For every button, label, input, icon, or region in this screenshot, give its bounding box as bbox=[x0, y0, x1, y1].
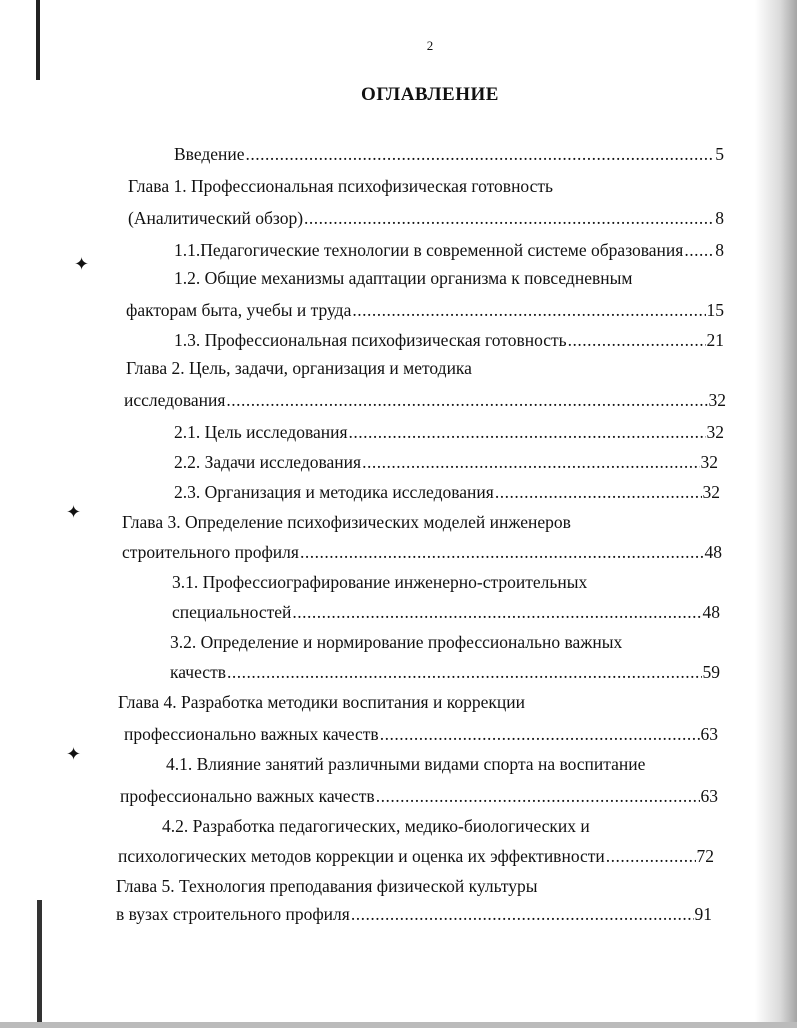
toc-entry-chapter-3[interactable] bbox=[122, 542, 722, 563]
toc-page-number: 32 bbox=[708, 390, 726, 410]
toc-leader-dots bbox=[684, 240, 714, 261]
toc-entry-3-2[interactable] bbox=[170, 662, 720, 683]
toc-leader-dots bbox=[227, 662, 702, 683]
toc-entry-text: в вузах строительного профиля bbox=[116, 904, 350, 924]
toc-entry-intro[interactable] bbox=[174, 144, 724, 165]
toc-section-4-2-title[interactable]: 4.2. Разработка педагогических, медико-биологических и bbox=[162, 816, 590, 836]
toc-leader-dots bbox=[568, 330, 706, 351]
toc-leader-dots bbox=[351, 904, 694, 925]
toc-entry-text: 1.1.Педагогические технологии в современной системе образования bbox=[174, 240, 684, 260]
toc-page-number: 48 bbox=[702, 602, 720, 622]
toc-page-number: 21 bbox=[706, 330, 724, 350]
toc-section-4-1-title[interactable]: 4.1. Влияние занятий различными видами спорта на воспитание bbox=[166, 754, 646, 774]
toc-entry-text: 1.3. Профессиональная психофизическая готовность bbox=[174, 330, 567, 350]
toc-entry-text: Введение bbox=[174, 144, 245, 164]
toc-entry-2-2[interactable] bbox=[174, 452, 718, 473]
toc-entry-chapter-1[interactable] bbox=[128, 208, 724, 229]
toc-entry-2-3[interactable] bbox=[174, 482, 720, 503]
toc-entry-text: профессионально важных качеств bbox=[120, 786, 375, 806]
page-title: ОГЛАВЛЕНИЕ bbox=[361, 84, 499, 105]
toc-entry-1-3[interactable] bbox=[174, 330, 724, 351]
toc-leader-dots bbox=[304, 208, 714, 229]
toc-entry-text: исследования bbox=[124, 390, 226, 410]
toc-entry-text: факторам быта, учебы и труда bbox=[126, 300, 352, 320]
toc-entry-1-2[interactable] bbox=[126, 300, 724, 321]
toc-page-number: 8 bbox=[715, 240, 724, 260]
toc-section-1-2-title[interactable]: 1.2. Общие механизмы адаптации организма к повседневным bbox=[174, 268, 633, 288]
toc-page-number: 32 bbox=[702, 482, 720, 502]
toc-leader-dots bbox=[226, 390, 707, 411]
toc-page-number: 5 bbox=[715, 144, 724, 164]
toc-entry-2-1[interactable] bbox=[174, 422, 724, 443]
toc-page-number: 15 bbox=[706, 300, 724, 320]
scan-edge-mark bbox=[37, 900, 42, 1028]
toc-leader-dots bbox=[292, 602, 701, 623]
toc-page-number: 59 bbox=[702, 662, 720, 682]
toc-chapter-3-title[interactable]: Глава 3. Определение психофизических моделей инженеров bbox=[122, 512, 571, 532]
punch-hole-mark: ✦ bbox=[66, 502, 82, 522]
punch-hole-mark: ✦ bbox=[74, 254, 90, 274]
toc-entry-3-1[interactable] bbox=[172, 602, 720, 623]
toc-page-number: 48 bbox=[704, 542, 722, 562]
toc-entry-text: качеств bbox=[170, 662, 226, 682]
toc-leader-dots bbox=[349, 422, 706, 443]
toc-page-number: 32 bbox=[700, 452, 718, 472]
toc-entry-text: 2.2. Задачи исследования bbox=[174, 452, 362, 472]
toc-entry-text: 2.1. Цель исследования bbox=[174, 422, 348, 442]
toc-page-number: 91 bbox=[694, 904, 712, 924]
toc-entry-4-1[interactable] bbox=[120, 786, 718, 807]
toc-chapter-2-title[interactable]: Глава 2. Цель, задачи, организация и методика bbox=[126, 358, 472, 378]
scan-shadow bbox=[755, 0, 797, 1028]
punch-hole-mark: ✦ bbox=[66, 744, 82, 764]
toc-entry-text: строительного профиля bbox=[122, 542, 299, 562]
toc-section-3-2-title[interactable]: 3.2. Определение и нормирование профессионально важных bbox=[170, 632, 623, 652]
toc-entry-text: 2.3. Организация и методика исследования bbox=[174, 482, 494, 502]
scan-shadow bbox=[0, 1022, 797, 1028]
toc-chapter-1-title[interactable]: Глава 1. Профессиональная психофизическая готовность bbox=[128, 176, 554, 196]
toc-entry-text: психологических методов коррекции и оценка их эффективности bbox=[118, 846, 605, 866]
toc-page-number: 32 bbox=[706, 422, 724, 442]
toc-leader-dots bbox=[352, 300, 705, 321]
toc-leader-dots bbox=[246, 144, 715, 165]
toc-page-number: 63 bbox=[700, 786, 718, 806]
toc-leader-dots bbox=[376, 786, 700, 807]
toc-entry-4-2[interactable] bbox=[118, 846, 714, 867]
toc-leader-dots bbox=[495, 482, 702, 503]
toc-page-number: 63 bbox=[700, 724, 718, 744]
toc-page-number: 72 bbox=[696, 846, 714, 866]
toc-entry-text: специальностей bbox=[172, 602, 292, 622]
toc-page-number: 8 bbox=[715, 208, 724, 228]
toc-entry-1-1[interactable] bbox=[174, 240, 724, 261]
toc-leader-dots bbox=[300, 542, 704, 563]
toc-leader-dots bbox=[606, 846, 696, 867]
toc-chapter-4-title[interactable]: Глава 4. Разработка методики воспитания и коррекции bbox=[118, 692, 525, 712]
toc-entry-chapter-5[interactable] bbox=[116, 904, 712, 925]
toc-chapter-5-title[interactable]: Глава 5. Технология преподавания физической культуры bbox=[116, 876, 538, 896]
toc-entry-text: (Аналитический обзор) bbox=[128, 208, 304, 228]
toc-entry-chapter-2[interactable] bbox=[124, 390, 726, 411]
toc-leader-dots bbox=[362, 452, 699, 473]
page-number: 2 bbox=[426, 38, 434, 53]
toc-entry-chapter-4[interactable] bbox=[124, 724, 718, 745]
toc-entry-text: профессионально важных качеств bbox=[124, 724, 379, 744]
toc-leader-dots bbox=[380, 724, 700, 745]
toc-section-3-1-title[interactable]: 3.1. Профессиографирование инженерно-строительных bbox=[172, 572, 588, 592]
